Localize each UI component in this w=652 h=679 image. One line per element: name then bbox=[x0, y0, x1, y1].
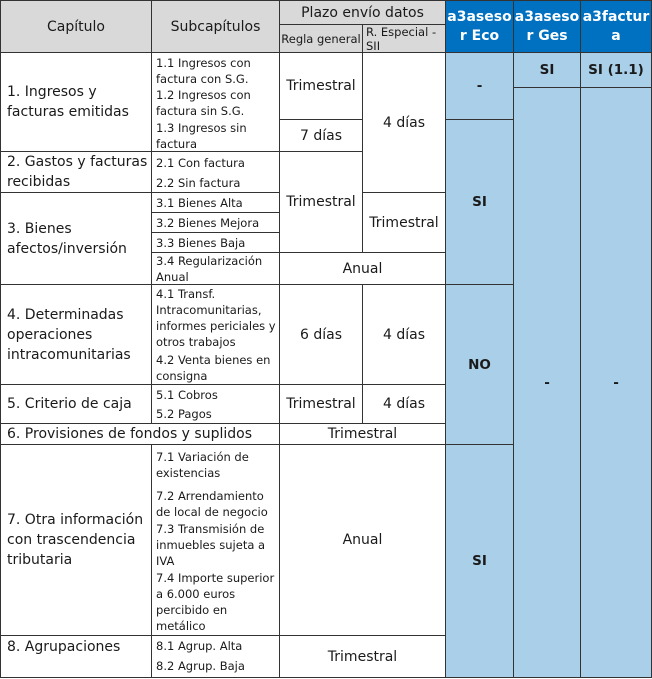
subchapter-5-2: 5.2 Pagos bbox=[156, 406, 212, 421]
chapter-7: 7. Otra información con trascendencia tributaria bbox=[7, 512, 144, 568]
chapter-6: 6. Provisiones de fondos y suplidos bbox=[7, 426, 252, 442]
eco-chapters-2-3: SI bbox=[446, 120, 513, 284]
subchapter-7-3: 7.3 Transmisión de inmuebles sujeta a IVA bbox=[156, 522, 266, 568]
plazo-6: Trimestral bbox=[327, 426, 398, 442]
subchapter-3-4: 3.4 Regularización Anual bbox=[156, 254, 263, 284]
hline-plazo-1 bbox=[279, 119, 363, 120]
subchapter-4-1: 4.1 Transf. Intracomunitarias, informes periciales y otros trabajos bbox=[156, 287, 276, 349]
hline-chapter-5 bbox=[0, 423, 446, 424]
plazo-4-regla: 6 días bbox=[299, 326, 342, 343]
border-bottom bbox=[0, 677, 652, 678]
header-subcapitulos: Subcapítulos bbox=[152, 1, 279, 52]
header-a3factura: a3factur a bbox=[581, 1, 651, 52]
subchapter-3-3: 3.3 Bienes Baja bbox=[156, 235, 246, 250]
header-a3asesor-eco: a3aseso r Eco bbox=[446, 1, 513, 52]
header-regla-general: Regla general bbox=[280, 25, 362, 52]
vline-regla-especial-b bbox=[362, 284, 363, 424]
hline-chapter-4 bbox=[0, 384, 446, 385]
subchapter-7-4: 7.4 Importe superior a 6.000 euros percibido en metálico bbox=[156, 571, 275, 633]
vline-regla-especial-a bbox=[362, 24, 363, 253]
chapter-3: 3. Bienes afectos/inversión bbox=[7, 220, 127, 257]
eco-chapter-1: - bbox=[446, 53, 513, 119]
subchapter-3-2: 3.2 Bienes Mejora bbox=[156, 215, 260, 230]
subchapter-7-1: 7.1 Variación de existencias bbox=[156, 450, 249, 480]
header-capitulo: Capítulo bbox=[1, 1, 151, 52]
chapter-1: 1. Ingresos y facturas emitidas bbox=[7, 84, 129, 120]
subchapter-4-2: 4.2 Venta bienes en consigna bbox=[156, 352, 271, 383]
hline-sub-3-2 bbox=[151, 232, 280, 233]
plazo-3-4: Anual bbox=[342, 260, 383, 277]
vline-sub-plazo bbox=[279, 0, 280, 678]
vline-cap-sub-b bbox=[151, 444, 152, 677]
eco-chapters-7-8: SI bbox=[446, 445, 513, 677]
hline-especial-2 bbox=[362, 192, 446, 193]
subchapter-7-2: 7.2 Arrendamiento de local de negocio bbox=[156, 489, 268, 519]
vline-ges-factura bbox=[580, 0, 581, 678]
hline-chapter-2 bbox=[0, 192, 280, 193]
vline-eco-ges bbox=[513, 0, 514, 678]
subchapter-3-1: 3.1 Bienes Alta bbox=[156, 195, 243, 210]
subchapter-2-2: 2.2 Sin factura bbox=[156, 175, 241, 190]
plazo-1-regla: Trimestral bbox=[286, 78, 356, 94]
hline-chapter-6 bbox=[0, 444, 514, 445]
header-plazo-envio: Plazo envío datos bbox=[280, 1, 445, 24]
plazo-5-regla: Trimestral bbox=[286, 396, 356, 412]
plazo-7: Anual bbox=[342, 532, 383, 548]
hline-eco-1 bbox=[445, 119, 514, 120]
chapter-2: 2. Gastos y facturas recibidas bbox=[7, 154, 148, 190]
ges-rest: - bbox=[514, 88, 580, 677]
chapter-5: 5. Criterio de caja bbox=[7, 396, 132, 412]
vline-plazo-eco bbox=[445, 0, 446, 678]
border-left bbox=[0, 0, 1, 678]
hline-sub-3-1 bbox=[151, 212, 280, 213]
factura-rest: - bbox=[581, 88, 651, 677]
hline-header-bottom bbox=[0, 52, 652, 53]
hline-chapter-1 bbox=[0, 151, 363, 152]
hline-ges-factura-1 bbox=[513, 87, 652, 88]
plazo-8: Trimestral bbox=[327, 648, 398, 665]
subchapter-5-1: 5.1 Cobros bbox=[156, 387, 218, 402]
plazo-4-especial: 4 días bbox=[382, 326, 425, 343]
hline-chapter-3 bbox=[0, 284, 514, 285]
subchapter-2-1: 2.1 Con factura bbox=[156, 155, 245, 170]
chapter-8: 8. Agrupaciones bbox=[7, 638, 121, 655]
header-r-especial-sii: R. Especial - SII bbox=[363, 25, 445, 52]
subchapter-1-3: 1.3 Ingresos sin factura bbox=[156, 121, 247, 151]
subchapter-8-2: 8.2 Agrup. Baja bbox=[156, 659, 245, 673]
factura-chapter-1: SI (1.1) bbox=[581, 53, 651, 87]
subchapter-1-2: 1.2 Ingresos con factura sin S.G. bbox=[156, 88, 251, 118]
chapter-4: 4. Determinadas operaciones intracomunitarias bbox=[7, 306, 131, 363]
hline-header-mid bbox=[279, 24, 446, 25]
plazo-1-2-especial: 4 días bbox=[382, 114, 425, 131]
border-top bbox=[0, 0, 652, 1]
subchapter-8-1: 8.1 Agrup. Alta bbox=[156, 639, 243, 653]
plazo-3-especial: Trimestral bbox=[369, 214, 439, 231]
subchapter-1-1: 1.1 Ingresos con factura con S.G. bbox=[156, 56, 251, 86]
plazo-5-especial: 4 días bbox=[382, 396, 425, 412]
hline-sub-3-3 bbox=[151, 252, 446, 253]
ges-chapter-1: SI bbox=[514, 53, 580, 87]
eco-chapters-4-6: NO bbox=[446, 285, 513, 444]
plazo-1-3-regla: 7 días bbox=[299, 127, 342, 144]
plazo-2-3-regla: Trimestral bbox=[286, 194, 356, 210]
header-a3asesor-ges: a3aseso r Ges bbox=[514, 1, 580, 52]
hline-chapter-7 bbox=[0, 635, 446, 636]
